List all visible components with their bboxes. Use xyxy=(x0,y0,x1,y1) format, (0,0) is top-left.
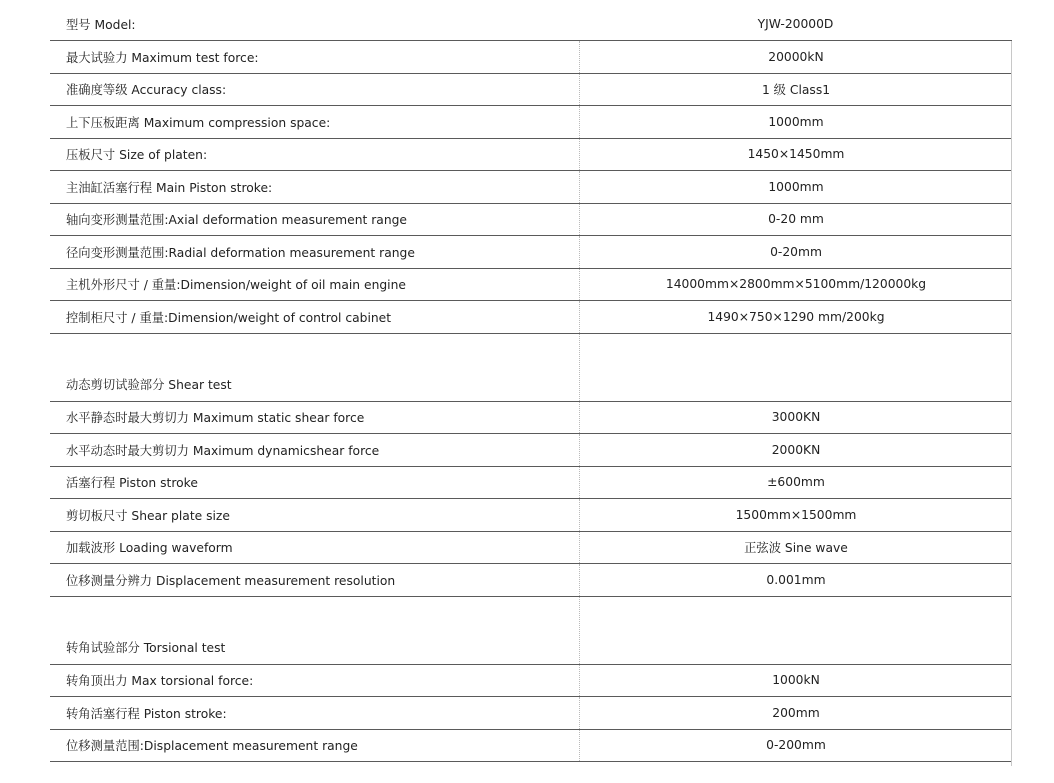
spec-label: 径向变形测量范围:Radial deformation measurement range xyxy=(66,245,415,260)
spec-value: ±600mm xyxy=(579,467,1012,499)
section-title: 动态剪切试验部分 Shear test xyxy=(66,377,232,392)
spec-label: 控制柜尺寸 / 重量:Dimension/weight of control cabinet xyxy=(66,310,392,325)
spec-value: 1000mm xyxy=(579,106,1012,138)
spec-row-max-test-force xyxy=(50,41,1012,74)
spec-value: 1500mm×1500mm xyxy=(579,499,1012,531)
spec-label: 剪切板尺寸 Shear plate size xyxy=(66,508,230,523)
shear-row-displacement-resolution xyxy=(50,564,1012,597)
section-heading-torsional-test xyxy=(50,597,1012,665)
spec-row-main-engine-dimension xyxy=(50,269,1012,302)
spec-label: 加载波形 Loading waveform xyxy=(66,541,233,556)
spec-row-radial-deformation xyxy=(50,236,1012,269)
torsion-row-piston-stroke xyxy=(50,697,1012,730)
shear-row-loading-waveform xyxy=(50,532,1012,565)
torsion-row-displacement-range xyxy=(50,730,1012,763)
spec-row-control-cabinet-dimension xyxy=(50,301,1012,334)
spec-label: 转角顶出力 Max torsional force: xyxy=(66,674,254,689)
shear-row-plate-size xyxy=(50,499,1012,532)
spec-label: 最大试验力 Maximum test force: xyxy=(66,50,259,65)
spec-row-accuracy-class xyxy=(50,74,1012,107)
spec-value: 0-20 mm xyxy=(579,204,1012,236)
section-heading-shear-test xyxy=(50,334,1012,402)
section-title: 转角试验部分 Torsional test xyxy=(66,640,226,655)
spec-value: 2000KN xyxy=(579,434,1012,466)
spec-label: 转角活塞行程 Piston stroke: xyxy=(66,706,227,721)
section-value-empty xyxy=(579,597,1012,664)
spec-table xyxy=(50,8,1012,762)
spec-value: 14000mm×2800mm×5100mm/120000kg xyxy=(579,269,1012,301)
shear-row-dynamic-force xyxy=(50,434,1012,467)
table-right-border xyxy=(1011,41,1012,766)
spec-value: 1450×1450mm xyxy=(579,139,1012,171)
torsion-row-max-force xyxy=(50,665,1012,698)
spec-row-compression-space xyxy=(50,106,1012,139)
spec-label: 上下压板距离 Maximum compression space: xyxy=(66,115,331,130)
spec-label: 压板尺寸 Size of platen: xyxy=(66,148,208,163)
spec-label: 轴向变形测量范围:Axial deformation measurement range xyxy=(66,213,407,228)
spec-row-platen-size xyxy=(50,139,1012,172)
model-row xyxy=(50,8,1012,41)
spec-value: 0.001mm xyxy=(579,564,1012,596)
spec-value: 1000mm xyxy=(579,171,1012,203)
spec-value: 0-20mm xyxy=(579,236,1012,268)
spec-value: 200mm xyxy=(579,697,1012,729)
spec-value: 1000kN xyxy=(579,665,1012,697)
spec-value: 20000kN xyxy=(579,41,1012,73)
spec-label: 准确度等级 Accuracy class: xyxy=(66,83,227,98)
spec-value: 0-200mm xyxy=(579,730,1012,762)
spec-label: 位移测量分辨力 Displacement measurement resolution xyxy=(66,573,396,588)
shear-row-piston-stroke xyxy=(50,467,1012,500)
shear-row-static-force xyxy=(50,402,1012,435)
spec-value: 1 级 Class1 xyxy=(579,74,1012,106)
model-label: 型号 Model: xyxy=(66,18,136,32)
spec-label: 活塞行程 Piston stroke xyxy=(66,476,198,491)
spec-label: 主机外形尺寸 / 重量:Dimension/weight of oil main engine xyxy=(66,278,406,293)
spec-label: 水平静态时最大剪切力 Maximum static shear force xyxy=(66,411,365,426)
model-value: YJW-20000D xyxy=(757,17,834,31)
spec-row-main-piston-stroke xyxy=(50,171,1012,204)
spec-label: 水平动态时最大剪切力 Maximum dynamicshear force xyxy=(66,443,380,458)
spec-label: 位移测量范围:Displacement measurement range xyxy=(66,739,358,754)
spec-value: 1490×750×1290 mm/200kg xyxy=(579,301,1012,333)
spec-label: 主油缸活塞行程 Main Piston stroke: xyxy=(66,180,273,195)
spec-value: 3000KN xyxy=(579,402,1012,434)
section-value-empty xyxy=(579,334,1012,401)
spec-value: 正弦波 Sine wave xyxy=(579,532,1012,564)
spec-row-axial-deformation xyxy=(50,204,1012,237)
